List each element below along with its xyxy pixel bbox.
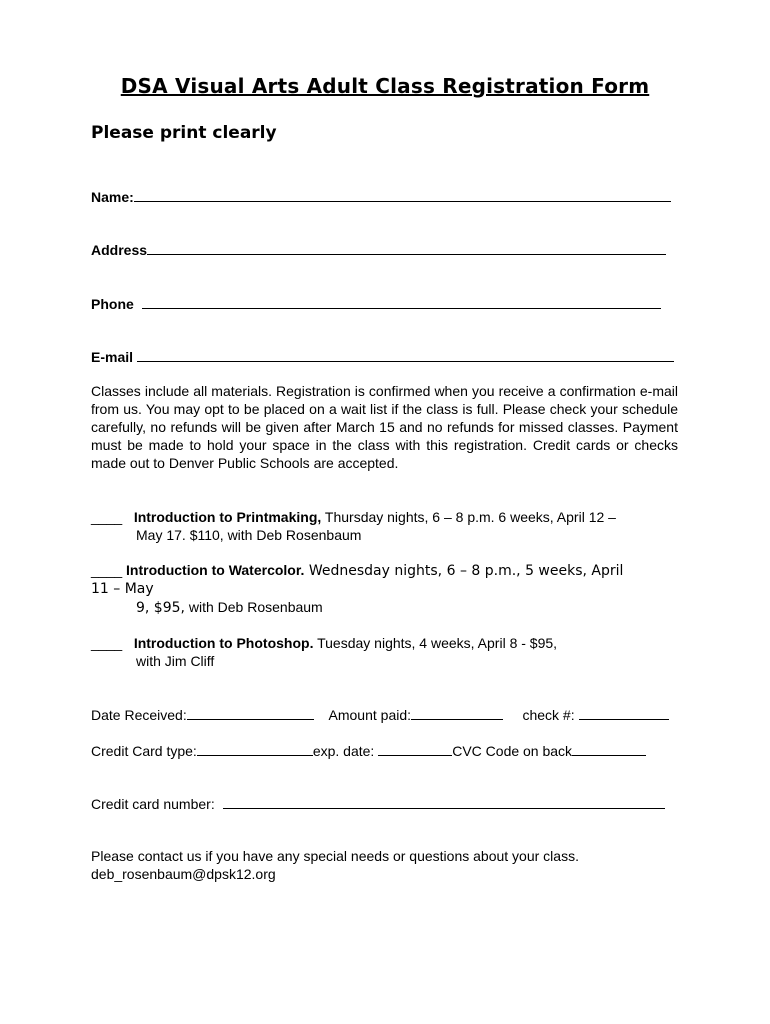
printmaking-class-name: Introduction to Printmaking, [133,509,322,525]
registration-info-paragraph: Classes include all materials. Registration is confirmed when you receive a confirmation e-mail from us. You may opt to be placed on a wait list if the class is full. Please check your schedule carefully, no refunds will be given after March 15 and no refunds for missed classes. Payment must be made to hold your space in the class with this registration. Credit cards or checks made out to Denver Public Schools are accepted. [91,383,678,471]
phone-label: Phone [91,296,134,312]
amount-paid-blank[interactable] [411,705,503,720]
cc-number-label: Credit card number: [91,796,215,812]
class-photoshop [91,634,691,670]
name-blank[interactable] [134,187,671,202]
class-printmaking [91,508,691,544]
photoshop-details-line2: with Jim Cliff [136,653,215,669]
amount-paid-label: Amount paid: [328,707,412,723]
printmaking-details-line2: May 17. $110, with Deb Rosenbaum [136,527,362,543]
photoshop-checkbox-blank[interactable]: ____ [91,635,123,651]
watercolor-details-line2: 11 – May [91,581,154,597]
form-title: DSA Visual Arts Adult Class Registration Form [120,74,650,98]
photoshop-details: Tuesday nights, 4 weeks, April 8 - $95, [313,635,558,651]
form-subtitle: Please print clearly [91,123,277,143]
watercolor-instructor: with Deb Rosenbaum [184,599,323,615]
address-field[interactable] [91,240,666,258]
name-field[interactable] [91,187,671,205]
watercolor-class-name: Introduction to Watercolor. [126,562,305,578]
date-received-blank[interactable] [187,705,314,720]
contact-email[interactable]: deb_rosenbaum@dpsk12.org [91,866,276,882]
cvc-blank[interactable] [572,741,646,756]
check-number-label: check #: [522,707,575,723]
contact-text: Please contact us if you have any special needs or questions about your class. [91,848,579,864]
printmaking-details: Thursday nights, 6 – 8 p.m. 6 weeks, April 12 – [321,509,616,525]
address-label: Address [91,242,148,258]
cc-number-blank[interactable] [223,794,665,809]
watercolor-checkbox-blank[interactable]: ____ [91,562,123,578]
class-watercolor [91,561,691,617]
photoshop-class-name: Introduction to Photoshop. [133,635,314,651]
email-blank[interactable] [137,347,674,362]
exp-date-label: exp. date: [312,743,375,759]
watercolor-details: Wednesday nights, 6 – 8 p.m., 5 weeks, April [304,563,624,579]
office-row-3 [91,794,665,812]
exp-date-blank[interactable] [378,741,452,756]
phone-field[interactable] [91,294,661,312]
cvc-label: CVC Code on back [452,743,573,759]
date-received-label: Date Received: [91,707,187,723]
email-field[interactable] [91,347,674,365]
cc-type-blank[interactable] [197,741,313,756]
address-blank[interactable] [147,240,666,255]
office-row-1 [91,705,669,723]
email-label: E-mail [91,349,134,365]
check-number-blank[interactable] [579,705,669,720]
office-row-2 [91,741,646,759]
name-label: Name: [91,189,134,205]
watercolor-details-line3: 9, $95, [136,600,185,616]
phone-blank[interactable] [142,294,661,309]
cc-type-label: Credit Card type: [91,743,197,759]
printmaking-checkbox-blank[interactable]: ____ [91,509,123,525]
contact-section [91,847,579,883]
